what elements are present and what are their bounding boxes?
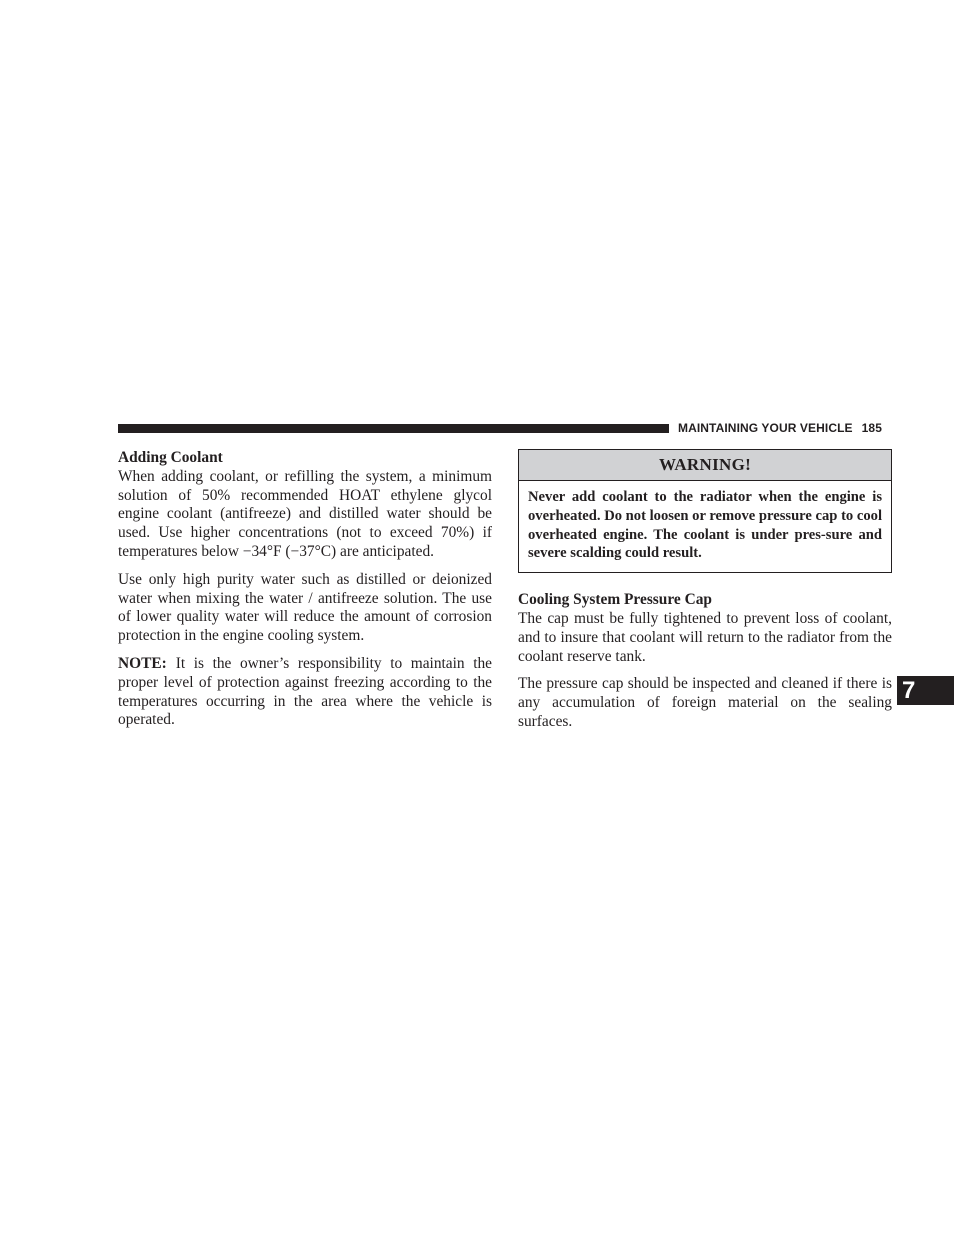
left-column	[118, 449, 492, 739]
warning-box	[518, 449, 892, 573]
note-text: It is the owner’s responsibility to maintain the proper level of protection against freezing according to the temperatures occurring in the area where the vehicle is operated.	[118, 654, 492, 729]
header-rule	[118, 424, 669, 433]
running-header	[678, 420, 892, 436]
water-quality-paragraph: Use only high purity water such as distilled or deionized water when mixing the water / antifreeze solution. The use of lower quality water will reduce the amount of corrosion protection in the engine cooling system.	[118, 570, 492, 645]
adding-coolant-heading: Adding Coolant	[118, 449, 223, 466]
note-label: NOTE:	[118, 654, 167, 672]
pressure-cap-paragraph-2: The pressure cap should be inspected and cleaned if there is any accumulation of foreign material on the sealing surfaces.	[518, 675, 892, 730]
chapter-tab: 7	[897, 676, 954, 705]
pressure-cap-paragraph-1: The cap must be fully tightened to prevent loss of coolant, and to insure that coolant will return to the radiator from the coolant reserve tank.	[518, 609, 892, 665]
warning-text: Never add coolant to the radiator when the engine is overheated. Do not loosen or remove pressure cap to cool overheated engine. The coolant is under pres-sure and severe scalding could result.	[528, 489, 882, 562]
adding-coolant-paragraph: When adding coolant, or refilling the system, a minimum solution of 50% recommended HOAT ethylene glycol engine coolant (antifreeze) and distilled water should be used. Use higher concentrations (not to exceed 70%) if temperatures below −34°F (−37°C) are anticipated.	[118, 467, 492, 560]
section-title: MAINTAINING YOUR VEHICLE	[678, 421, 853, 435]
warning-title: WARNING!	[519, 450, 891, 481]
pressure-cap-heading: Cooling System Pressure Cap	[518, 591, 712, 609]
page-number: 185	[861, 421, 882, 435]
right-column	[518, 449, 892, 741]
note-paragraph	[118, 655, 492, 730]
